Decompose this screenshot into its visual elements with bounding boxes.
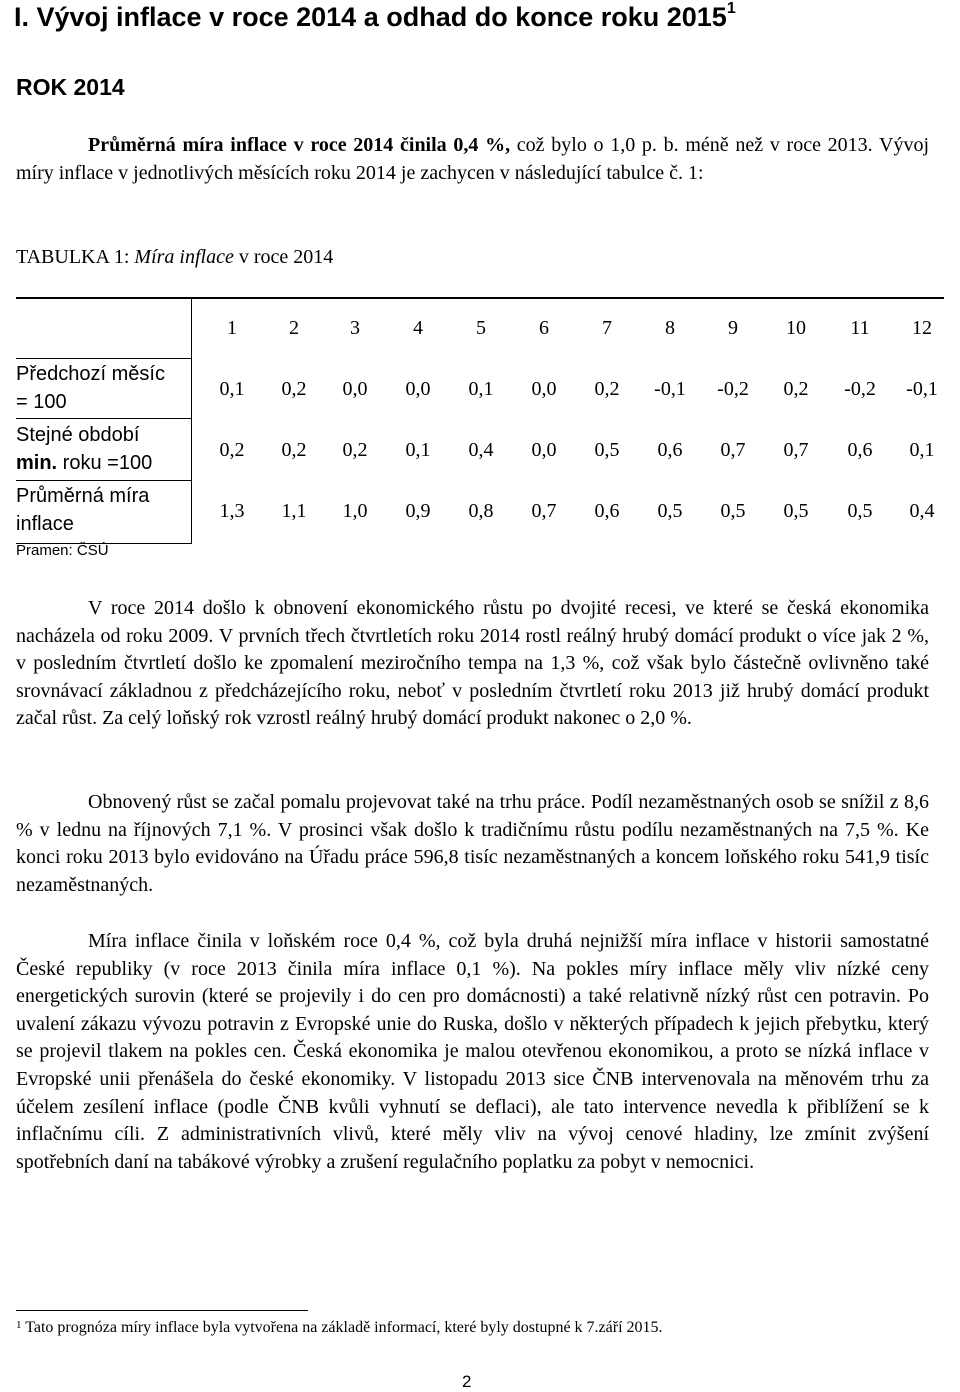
table-header-divider: [16, 358, 191, 359]
row-label-previous-month: Předchozí měsíc = 100: [16, 363, 165, 413]
table-row-divider: [16, 480, 191, 481]
table-cell: 0,7: [531, 500, 557, 522]
table-source: Pramen: ČSÚ: [16, 542, 109, 559]
table-cell: 0,1: [468, 378, 494, 400]
document-title: I. Vývoj inflace v roce 2014 a odhad do konce roku 2015$^1$: [14, 0, 736, 32]
month-header: 2: [289, 317, 299, 339]
table-cell: -0,2: [717, 378, 749, 400]
month-header: 3: [350, 317, 360, 339]
table-cell: 0,0: [531, 378, 557, 400]
table-top-border: [16, 297, 944, 299]
table-cell: 0,5: [847, 500, 873, 522]
table-caption: TABULKA 1: Míra inflace v roce 2014: [16, 246, 334, 268]
table-cell: 0,4: [468, 439, 494, 461]
table-cell: 0,6: [594, 500, 620, 522]
footnote-separator: [16, 1310, 308, 1311]
table-cell: 0,5: [783, 500, 809, 522]
paragraph-gdp: V roce 2014 došlo k obnovení ekonomického růstu po dvojité recesi, ve které se česká ekonomika nacházela od roku 2009. V prvních třech čtvrtletích roku 2014 rostl reálný hrubý domácí produkt o více jak 2 %, v posledním čtvrtletí došlo ke zpomalení meziročního tempa na 1,3 %, což však bylo částečně ovlivněno také srovnávací základnou z předcházejícího roku, neboť v posledním čtvrtletí roku 2013 již hrubý domácí produkt začal růst. Za celý loňský rok vzrostl reálný hrubý domácí produkt nakonec o 2,0 %.: [16, 597, 929, 730]
footnote-ref: 1: [726, 0, 736, 17]
table-cell: 1,0: [342, 500, 368, 522]
table-cell: 0,0: [531, 439, 557, 461]
table-cell: -0,2: [844, 378, 876, 400]
table-cell: 0,7: [783, 439, 809, 461]
table-cell: 0,0: [342, 378, 368, 400]
month-header: 5: [476, 317, 486, 339]
table-cell: 0,2: [281, 378, 307, 400]
table-cell: 0,5: [594, 439, 620, 461]
month-header: 1: [227, 317, 237, 339]
month-header: 11: [850, 317, 870, 339]
table-cell: 0,5: [720, 500, 746, 522]
table-cell: 0,2: [281, 439, 307, 461]
table-col-divider: [191, 297, 192, 544]
intro-paragraph: [16, 132, 929, 187]
table-cell: 0,5: [657, 500, 683, 522]
intro-rest: což bylo o 1,0 p. b. méně než v roce 2013. Vývoj míry inflace v jednotlivých měsících roku 2014 je zachycen v následující tabulce č. 1:: [16, 134, 929, 184]
table-cell: -0,1: [906, 378, 938, 400]
table-cell: -0,1: [654, 378, 686, 400]
table-cell: 1,1: [281, 500, 307, 522]
table-cell: 0,9: [405, 500, 431, 522]
page-number: 2: [462, 1372, 472, 1391]
month-header: 9: [728, 317, 738, 339]
row-label-average-rate: Průměrná míra inflace: [16, 485, 150, 535]
month-header: 7: [602, 317, 612, 339]
table-cell: 0,1: [219, 378, 245, 400]
footnote: $^1$ Tato prognóza míry inflace byla vytvořena na základě informací, které byly dostupné k 7.září 2015.: [16, 1319, 663, 1336]
month-header: 4: [413, 317, 423, 339]
table-cell: 0,2: [783, 378, 809, 400]
section-heading: ROK 2014: [16, 74, 125, 100]
month-header: 8: [665, 317, 675, 339]
table-cell: 1,3: [219, 500, 245, 522]
table-cell: 0,4: [909, 500, 935, 522]
table-cell: 0,1: [405, 439, 431, 461]
paragraph-labour: Obnovený růst se začal pomalu projevovat také na trhu práce. Podíl nezaměstnaných osob se snížil z 8,6 % v lednu na říjnových 7,1 %. V prosinci však došlo k tradičnímu růstu podílu nezaměstnaných na 7,5 %. Ke konci roku 2013 bylo evidováno na Úřadu práce 596,8 tisíc nezaměstnaných a koncem loňského roku 541,9 tisíc nezaměstnaných.: [16, 791, 929, 896]
month-header: 10: [786, 317, 806, 339]
month-header: 6: [539, 317, 549, 339]
table-cell: 0,2: [594, 378, 620, 400]
intro-bold: Průměrná míra inflace v roce 2014 činila 0,4 %,: [88, 134, 511, 156]
table-cell: 0,8: [468, 500, 494, 522]
table-cell: 0,0: [405, 378, 431, 400]
table-cell: 0,1: [909, 439, 935, 461]
table-cell: 0,2: [342, 439, 368, 461]
table-cell: 0,7: [720, 439, 746, 461]
table-cell: 0,6: [657, 439, 683, 461]
table-cell: 0,6: [847, 439, 873, 461]
paragraph-inflation: Míra inflace činila v loňském roce 0,4 %, což byla druhá nejnižší míra inflace v historii samostatné České republiky (v roce 2013 činila míra inflace 0,1 %). Na pokles míry inflace měly vliv nízké ceny energetických surovin (které se projevily i do cen pro domácnosti) a také relativně nízký růst cen potravin. Po uvalení zákazu vývozu potravin z Evropské unie do Ruska, došlo v některých případech k jejich přebytku, který se projevil tlakem na pokles cen. Česká ekonomika je malou otevřenou ekonomikou, a proto se nízká inflace v Evropské unii přenášela do české ekonomiky. V listopadu 2013 sice ČNB intervenovala na měnovém trhu za účelem zesílení inflace (podle ČNB kvůli vyhnutí se deflaci), ale tato intervence nevedla k přiblížení se k inflačnímu cíli. Z administrativních vlivů, které měly vliv na vývoj cenové hladiny, lze zmínit zvýšení spotřebních daní na tabákové výrobky a zrušení regulačního poplatku za pobyt v nemocnici.: [16, 930, 929, 1173]
row-label-same-period: Stejné období min. roku =100: [16, 424, 153, 474]
table-cell: 0,2: [219, 439, 245, 461]
table-row-divider: [16, 418, 191, 419]
month-header: 12: [912, 317, 932, 339]
